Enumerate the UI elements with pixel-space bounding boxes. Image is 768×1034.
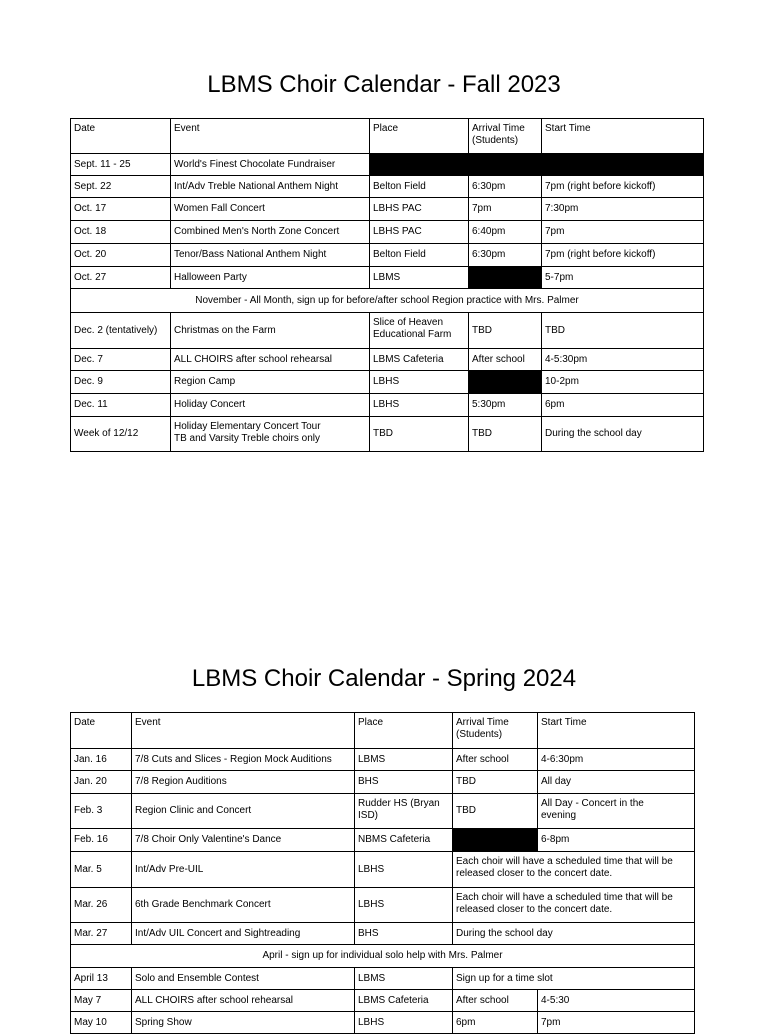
- header-start-time: Start Time: [538, 713, 695, 749]
- cell-date: April 13: [71, 968, 132, 990]
- cell-arrival-time: TBD: [453, 771, 538, 794]
- table-row: [71, 923, 695, 945]
- month-note: November - All Month, sign up for before/after school Region practice with Mrs. Palmer: [71, 289, 704, 313]
- table-row: [71, 349, 704, 371]
- table-row: [71, 394, 704, 417]
- cell-place: LBMS Cafeteria: [370, 349, 469, 371]
- table-row: [71, 313, 704, 349]
- header-row: [71, 713, 695, 749]
- cell-arrival-time: After school: [453, 990, 538, 1012]
- table-row: [71, 176, 704, 198]
- cell-arrival-time: 6:30pm: [469, 176, 542, 198]
- cell-place: BHS: [355, 923, 453, 945]
- cell-date: Mar. 27: [71, 923, 132, 945]
- cell-arrival-time: 6:40pm: [469, 221, 542, 244]
- cell-arrival-time: Each choir will have a scheduled time that will be released closer to the concert date.: [453, 852, 695, 888]
- blacked-out-cell: [469, 371, 542, 394]
- cell-place: LBHS: [370, 394, 469, 417]
- cell-event: Region Camp: [171, 371, 370, 394]
- cell-start-time: During the school day: [542, 417, 704, 452]
- cell-start-time: 4-5:30: [538, 990, 695, 1012]
- cell-event: Holiday Concert: [171, 394, 370, 417]
- cell-start-time: 5-7pm: [542, 267, 704, 289]
- cell-place: BHS: [355, 771, 453, 794]
- fall-calendar-table: [70, 118, 704, 452]
- cell-event: Int/Adv Pre-UIL: [132, 852, 355, 888]
- cell-place: Rudder HS (Bryan ISD): [355, 794, 453, 829]
- cell-place: NBMS Cafeteria: [355, 829, 453, 852]
- cell-start-time: 4-6:30pm: [538, 749, 695, 771]
- cell-event: Tenor/Bass National Anthem Night: [171, 244, 370, 267]
- cell-arrival-time: During the school day: [453, 923, 695, 945]
- header-row: [71, 119, 704, 154]
- cell-event: 7/8 Choir Only Valentine's Dance: [132, 829, 355, 852]
- cell-place: LBHS: [355, 852, 453, 888]
- cell-date: Dec. 9: [71, 371, 171, 394]
- cell-date: Sept. 11 - 25: [71, 154, 171, 176]
- cell-event: Christmas on the Farm: [171, 313, 370, 349]
- cell-date: May 10: [71, 1012, 132, 1034]
- header-event: Event: [171, 119, 370, 154]
- header-date: Date: [71, 713, 132, 749]
- cell-date: Dec. 2 (tentatively): [71, 313, 171, 349]
- header-arrival-time: Arrival Time (Students): [469, 119, 542, 154]
- table-row: [71, 221, 704, 244]
- cell-arrival-time: Sign up for a time slot: [453, 968, 695, 990]
- cell-date: Jan. 16: [71, 749, 132, 771]
- cell-arrival-time: TBD: [453, 794, 538, 829]
- cell-start-time: 7:30pm: [542, 198, 704, 221]
- table-row: [71, 829, 695, 852]
- table-row: [71, 749, 695, 771]
- header-place: Place: [370, 119, 469, 154]
- blacked-out-cell: [370, 154, 704, 176]
- cell-place: LBHS PAC: [370, 221, 469, 244]
- header-event: Event: [132, 713, 355, 749]
- cell-date: Oct. 17: [71, 198, 171, 221]
- cell-event: Women Fall Concert: [171, 198, 370, 221]
- cell-place: LBHS: [370, 371, 469, 394]
- cell-start-time: 10-2pm: [542, 371, 704, 394]
- cell-date: Feb. 16: [71, 829, 132, 852]
- cell-date: May 7: [71, 990, 132, 1012]
- header-date: Date: [71, 119, 171, 154]
- cell-place: LBMS: [355, 749, 453, 771]
- table-row: [71, 289, 704, 313]
- cell-event: Spring Show: [132, 1012, 355, 1034]
- month-note: April - sign up for individual solo help with Mrs. Palmer: [71, 945, 695, 968]
- cell-start-time: All day: [538, 771, 695, 794]
- cell-place: LBMS: [370, 267, 469, 289]
- cell-date: Dec. 11: [71, 394, 171, 417]
- cell-arrival-time: After school: [469, 349, 542, 371]
- cell-event: 6th Grade Benchmark Concert: [132, 888, 355, 923]
- cell-date: Mar. 26: [71, 888, 132, 923]
- cell-event: 7/8 Cuts and Slices - Region Mock Auditions: [132, 749, 355, 771]
- cell-date: Jan. 20: [71, 771, 132, 794]
- cell-place: LBHS: [355, 1012, 453, 1034]
- table-row: [71, 852, 695, 888]
- cell-arrival-time: TBD: [469, 313, 542, 349]
- cell-event: Holiday Elementary Concert Tour TB and Varsity Treble choirs only: [171, 417, 370, 452]
- table-row: [71, 267, 704, 289]
- cell-place: LBHS: [355, 888, 453, 923]
- cell-event: Halloween Party: [171, 267, 370, 289]
- cell-place: LBMS: [355, 968, 453, 990]
- cell-date: Oct. 27: [71, 267, 171, 289]
- cell-start-time: All Day - Concert in the evening: [538, 794, 695, 829]
- table-row: [71, 945, 695, 968]
- cell-date: Week of 12/12: [71, 417, 171, 452]
- cell-arrival-time: Each choir will have a scheduled time that will be released closer to the concert date.: [453, 888, 695, 923]
- table-row: [71, 1012, 695, 1034]
- spring-calendar-table: [70, 712, 695, 1034]
- cell-event: Combined Men's North Zone Concert: [171, 221, 370, 244]
- cell-start-time: 7pm (right before kickoff): [542, 244, 704, 267]
- header-place: Place: [355, 713, 453, 749]
- cell-place: TBD: [370, 417, 469, 452]
- cell-arrival-time: After school: [453, 749, 538, 771]
- cell-start-time: 4-5:30pm: [542, 349, 704, 371]
- table-row: [71, 198, 704, 221]
- cell-date: Feb. 3: [71, 794, 132, 829]
- cell-place: Belton Field: [370, 176, 469, 198]
- cell-event: Int/Adv UIL Concert and Sightreading: [132, 923, 355, 945]
- cell-date: Mar. 5: [71, 852, 132, 888]
- cell-event: Solo and Ensemble Contest: [132, 968, 355, 990]
- cell-start-time: TBD: [542, 313, 704, 349]
- table-row: [71, 371, 704, 394]
- cell-place: Belton Field: [370, 244, 469, 267]
- cell-place: LBMS Cafeteria: [355, 990, 453, 1012]
- blacked-out-cell: [453, 829, 538, 852]
- table-row: [71, 771, 695, 794]
- table-row: [71, 244, 704, 267]
- table-row: [71, 968, 695, 990]
- cell-date: Sept. 22: [71, 176, 171, 198]
- cell-event: ALL CHOIRS after school rehearsal: [171, 349, 370, 371]
- cell-start-time: 7pm (right before kickoff): [542, 176, 704, 198]
- cell-start-time: 6pm: [542, 394, 704, 417]
- blacked-out-cell: [469, 267, 542, 289]
- cell-start-time: 7pm: [542, 221, 704, 244]
- fall-calendar-title: LBMS Choir Calendar - Fall 2023: [207, 71, 561, 98]
- cell-place: LBHS PAC: [370, 198, 469, 221]
- header-arrival-time: Arrival Time (Students): [453, 713, 538, 749]
- cell-place: Slice of Heaven Educational Farm: [370, 313, 469, 349]
- cell-date: Oct. 18: [71, 221, 171, 244]
- cell-event: Region Clinic and Concert: [132, 794, 355, 829]
- cell-date: Dec. 7: [71, 349, 171, 371]
- cell-date: Oct. 20: [71, 244, 171, 267]
- table-row: [71, 990, 695, 1012]
- cell-event: Int/Adv Treble National Anthem Night: [171, 176, 370, 198]
- cell-arrival-time: TBD: [469, 417, 542, 452]
- cell-arrival-time: 7pm: [469, 198, 542, 221]
- table-row: [71, 417, 704, 452]
- cell-event: World's Finest Chocolate Fundraiser: [171, 154, 370, 176]
- cell-event: ALL CHOIRS after school rehearsal: [132, 990, 355, 1012]
- cell-start-time: 6-8pm: [538, 829, 695, 852]
- spring-calendar-title: LBMS Choir Calendar - Spring 2024: [191, 665, 577, 692]
- cell-start-time: 7pm: [538, 1012, 695, 1034]
- cell-arrival-time: 6pm: [453, 1012, 538, 1034]
- table-row: [71, 794, 695, 829]
- cell-event: 7/8 Region Auditions: [132, 771, 355, 794]
- cell-arrival-time: 5:30pm: [469, 394, 542, 417]
- cell-arrival-time: 6:30pm: [469, 244, 542, 267]
- table-row: [71, 154, 704, 176]
- table-row: [71, 888, 695, 923]
- header-start-time: Start Time: [542, 119, 704, 154]
